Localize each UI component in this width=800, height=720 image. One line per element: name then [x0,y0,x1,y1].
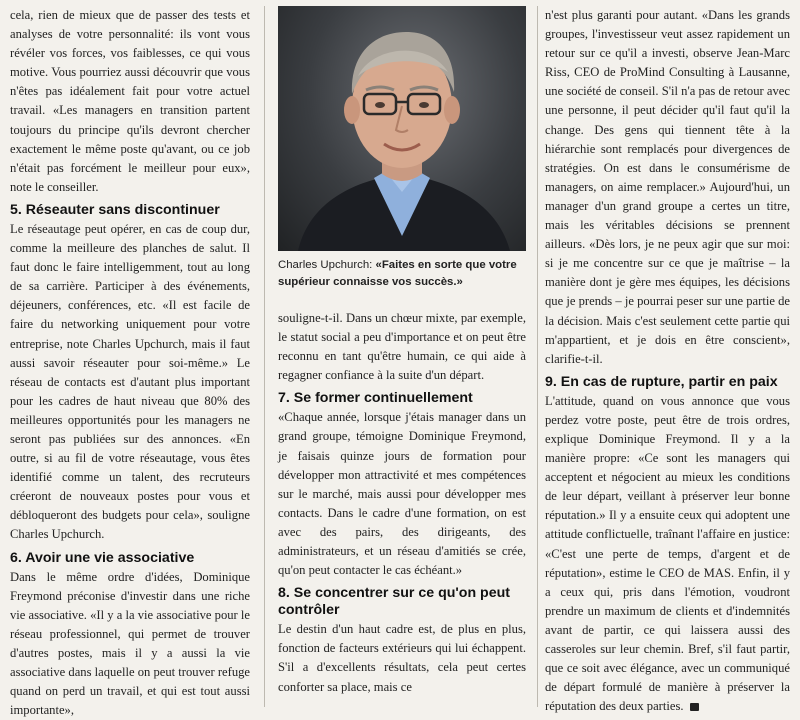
column-right [545,6,790,716]
caption-name: Charles Upchurch: [278,259,373,271]
heading-8: 8. Se concentrer sur ce qu'on peut contrôler [278,585,511,619]
paragraph-5: Le réseautage peut opérer, en cas de coup dur, comme la meilleure des planches de salut. Il faut donc le faire intelligemment, tout au long de sa carrière. Participer à des événements, déjeuners, conférences, etc. «Il est facile de faire du networking uniquement pour votre entreprise, note Charles Upchurch, mais il faut aussi savoir réseauter pour soi-même.» Le réseau de contacts est d'autant plus important pour les cadres de haut niveau que 80% des meilleures opportunités pour les managers ne seront pas publiées sur des annonces. «En outre, si au fil de votre réseautage, vous êtes identifié comme un talent, des recruteurs créeront de nouveaux postes pour vous et débloqueront des budgets pour cela», souligne Charles Upchurch. [10,221,250,542]
heading-6: 6. Avoir une vie associative [10,549,195,566]
paragraph-6: Dans le même ordre d'idées, Dominique Freymond préconise d'investir dans une riche vie associative. «Il y a la vie associative pour le réseau professionnel, qui permet de trouver d'autres postes, mais il y a aussi la vie associative dans laquelle on peut trouver refuge quand on perd un travail, et qui est tout aussi importante», [10,569,250,718]
heading-9: 9. En cas de rupture, partir en paix [545,373,778,390]
paragraph-9-text: L'attitude, quand on vous annonce que vous perdez votre poste, peut être de trois ordres, explique Dominique Freymond. Il y a la manière propre: «Ce sont les managers qui acceptent et négocient au mieux les conditions de leur départ, veillant à préserver leur bonne réputation.» Il y a ensuite ceux qui adoptent une attitude conflictuelle, traînant l'affaire en justice: «C'est une perte de temps, d'argent et de réputation», estime le CEO de MAS. Enfin, il y a ceux qui, pris dans l'émotion, voudront prendre un maximum de clients et d'indemnités avant de partir, ce qui laissera aussi des casseroles sur leur chemin. Bref, s'il faut partir, que ce soit avec élégance, avec un communiqué de départ formulé de manière à préserver la réputation des deux parties. [545,393,790,714]
paragraph-6-continued: souligne-t-il. Dans un chœur mixte, par exemple, le statut social a peu d'importance et on peut être reconnu en tant qu'être humain, ce qui aide à regagner confiance à la suite d'un départ. [278,311,526,383]
heading-5: 5. Réseauter sans discontinuer [10,201,220,218]
caption-quote: «Faites en sorte que votre supérieur connaisse vos succès.» [278,259,517,288]
paragraph-intro: cela, rien de mieux que de passer des tests et analyses de votre personnalité: ils vont vous révéler vos forces, vos faiblesses, ce qui vous motive. Vous pourriez aussi découvrir que vous n'êtes pas idéalement fait pour votre actuel travail. «Les managers en transition partent toujours du principe qu'ils devront chercher exactement le même poste qu'avant, ou ce job n'était pas forcément le meilleur pour eux», note le conseiller. [10,8,250,194]
portrait-illustration [278,6,526,251]
paragraph-8-continued: n'est plus garanti pour autant. «Dans les grands groupes, l'investisseur veut assez rapidement un retour sur ce qu'il a investi, observe Jean-Marc Riss, CEO de ProMind Consulting à Lausanne, une société de conseil. S'il n'a pas de retour avec une personne, il peut décider qu'il faut qu'il la change. Des gens qui tiennent tête à la hiérarchie sont remplacés pour divergences de stratégies. On est dans le consumérisme de managers, on aime remplacer.» Aujourd'hui, un manager d'un grand groupe a certes un titre, mais les véritables décisions se prennent ailleurs. «Dès lors, je ne peux agir que sur moi: si je me concentre sur ce que je maîtrise – la manière dont je gère mes équipes, les décisions que je prends – je pourrai peser sur une partie de la décision. Mais c'est seulement cette partie qui m'appartient, et je dois en être conscient», clarifie-t-il. [545,8,790,366]
paragraph-8: Le destin d'un haut cadre est, de plus en plus, fonction de facteurs extérieurs qui lui échappent. S'il a d'excellents résultats, cela peut certes conforter sa place, mais ce [278,622,526,694]
heading-7: 7. Se former continuellement [278,390,473,407]
end-of-article-icon [690,703,699,711]
paragraph-7: «Chaque année, lorsque j'étais manager dans un grand groupe, témoigne Dominique Freymond, je faisais quinze jours de formation pour développer mon attractivité et mes compétences sur le marché, mais aussi pour développer mes contacts. Dans le cadre d'une formation, on est avec des pairs, des dirigeants, des administrateurs, et un réseau d'amitiés se crée, qu'on peut contacter le cas échéant.» [278,410,526,578]
column-left [10,6,250,720]
portrait-photo [278,6,526,251]
column-middle [278,6,526,697]
paragraph-9 [545,392,790,717]
photo-caption [278,257,526,291]
column-divider-right [537,6,538,707]
column-divider-left [264,6,265,707]
